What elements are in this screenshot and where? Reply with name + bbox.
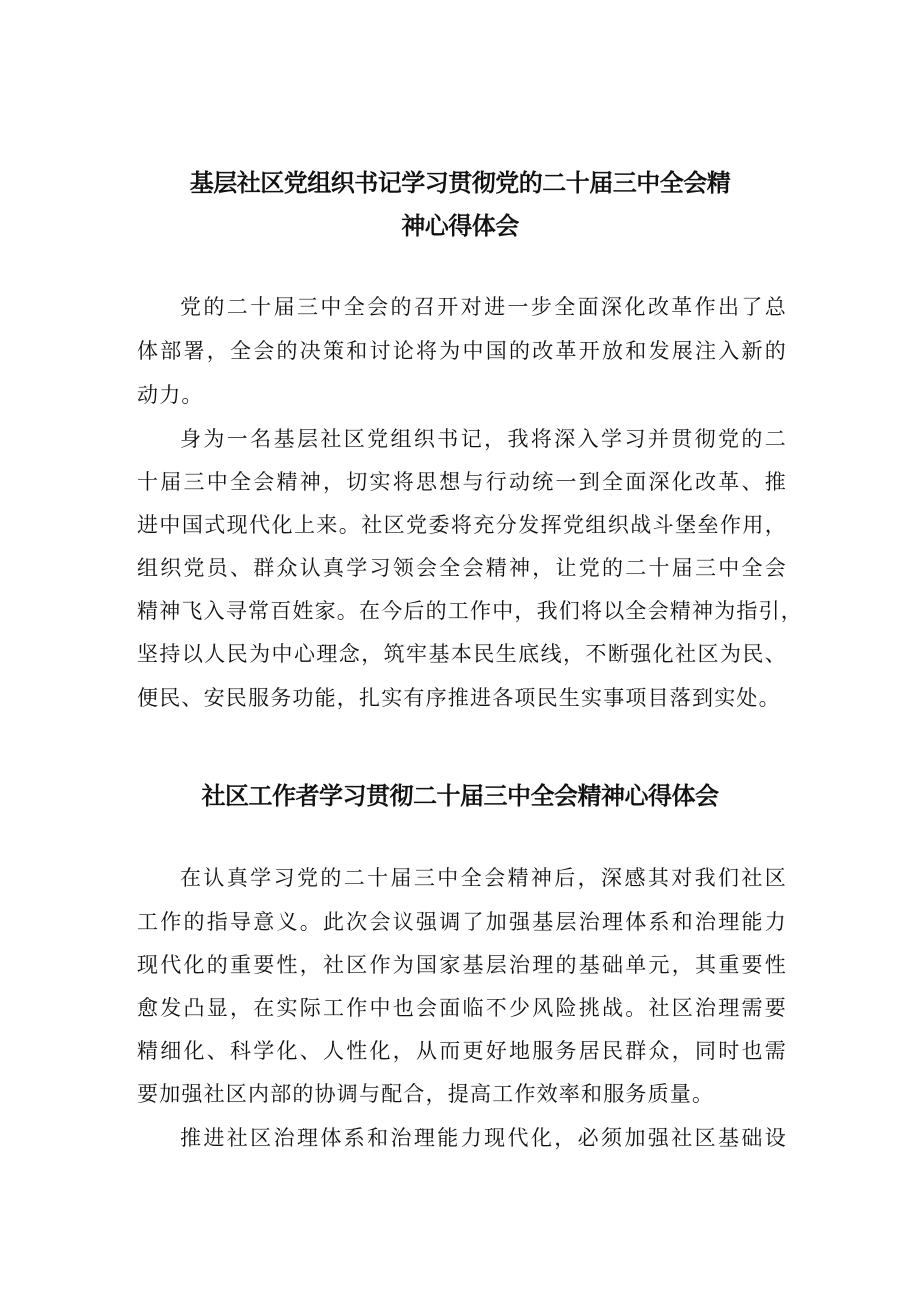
article1-p2-line1: 身为一名基层社区党组织书记，我将深入学习并贯彻党的二 (180, 427, 787, 451)
article2-p2-line1: 推进社区治理体系和治理能力现代化，必须加强社区基础设 (180, 1126, 787, 1150)
article1-p1-line2: 体部署，全会的决策和讨论将为中国的改革开放和发展注入新的 (137, 339, 787, 363)
article2-p1-line3: 现代化的重要性，社区作为国家基层治理的基础单元，其重要性 (137, 953, 787, 977)
article2-p1-line5: 精细化、科学化、人性化，从而更好地服务居民群众，同时也需 (137, 1039, 787, 1063)
article2-p1-line1: 在认真学习党的二十届三中全会精神后，深感其对我们社区 (180, 866, 787, 890)
article2-p1-line2: 工作的指导意义。此次会议强调了加强基层治理体系和治理能力 (137, 910, 787, 934)
article1-title-line1: 基层社区党组织书记学习贯彻党的二十届三中全会精 (189, 169, 731, 197)
article2-p1-line6: 要加强社区内部的协调与配合，提高工作效率和服务质量。 (137, 1082, 715, 1106)
article1-p1-line1: 党的二十届三中全会的召开对进一步全面深化改革作出了总 (180, 295, 787, 319)
article1-title-line2: 神心得体会 (401, 212, 519, 240)
article1-p2-line6: 坚持以人民为中心理念，筑牢基本民生底线，不断强化社区为民、 (137, 642, 787, 666)
article2-title: 社区工作者学习贯彻二十届三中全会精神心得体会 (201, 782, 719, 810)
article1-p1-line3: 动力。 (137, 383, 204, 407)
article1-p2-line2: 十届三中全会精神，切实将思想与行动统一到全面深化改革、推 (137, 470, 787, 494)
article1-p2-line3: 进中国式现代化上来。社区党委将充分发挥党组织战斗堡垒作用， (137, 513, 787, 537)
article1-p2-line4: 组织党员、群众认真学习领会全会精神，让党的二十届三中全会 (137, 556, 787, 580)
article2-p1-line4: 愈发凸显，在实际工作中也会面临不少风险挑战。社区治理需要 (137, 996, 787, 1020)
article1-p2-line5: 精神飞入寻常百姓家。在今后的工作中，我们将以全会精神为指引， (137, 599, 803, 623)
article1-p2-line7: 便民、安民服务功能，扎实有序推进各项民生实事项目落到实处。 (137, 686, 781, 710)
